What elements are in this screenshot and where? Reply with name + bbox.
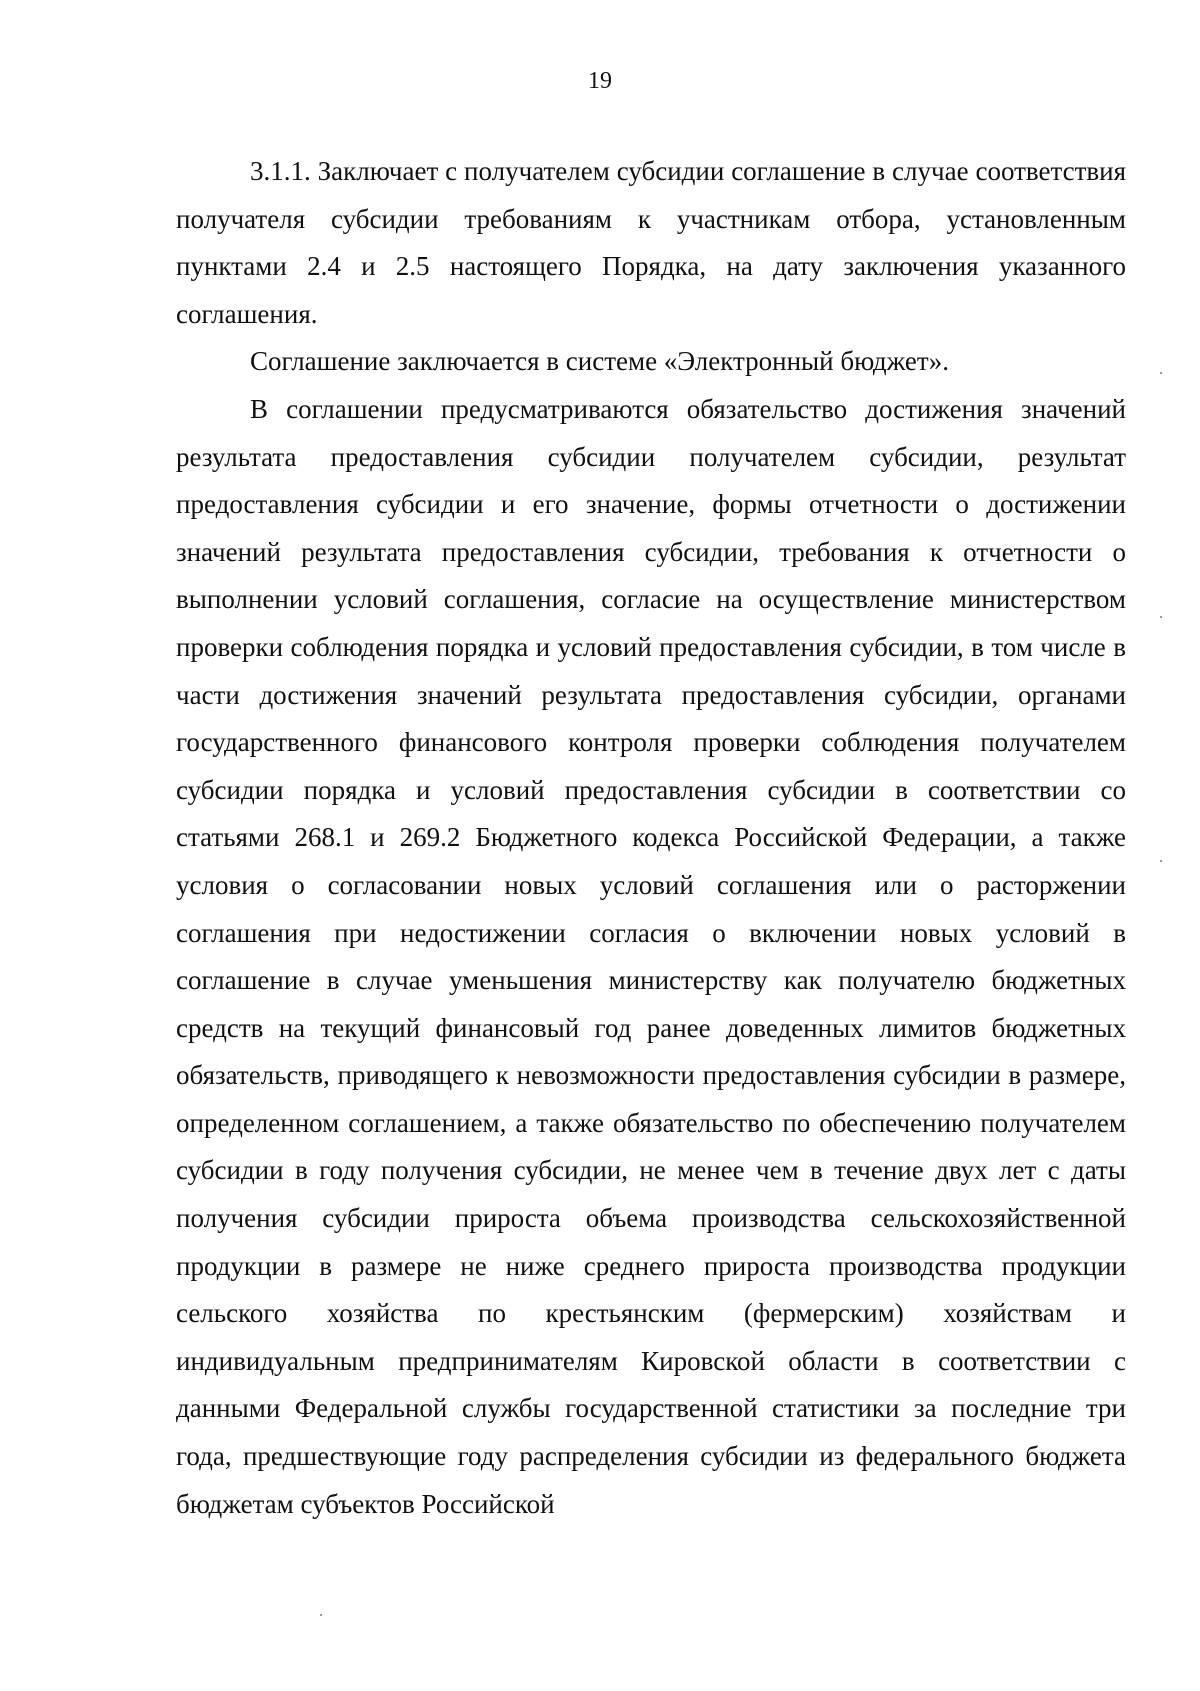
page-number: 19 [588,68,612,94]
paragraph-clause-3-1-1: 3.1.1. Заключает с получателем субсидии соглашение в случае соответствия получателя субсидии требованиям к участникам отбора, установленным пунктами 2.4 и 2.5 настоящего Порядка, на дату заключения указанного соглашения. [176,156,1126,329]
document-body [176,148,1126,1528]
scan-speck [1160,372,1162,374]
paragraph-electronic-budget: Соглашение заключается в системе «Электронный бюджет». [250,346,949,377]
scan-speck [1160,860,1162,862]
scan-speck [1160,616,1162,618]
paragraph-agreement-terms: В соглашении предусматриваются обязательство достижения значений результата предоставления субсидии получателем субсидии, результат предоставления субсидии и его значение, формы отчетности о достижении значений результата предоставления субсидии, требования к отчетности о выполнении условий соглашения, согласие на осуществление министерством проверки соблюдения порядка и условий предоставления субсидии, в том числе в части достижения значений результата предоставления субсидии, органами государственного финансового контроля проверки соблюдения получателем субсидии порядка и условий предоставления субсидии в соответствии со статьями 268.1 и 269.2 Бюджетного кодекса Российской Федерации, а также условия о согласовании новых условий соглашения или о расторжении соглашения при недостижении согласия о включении новых условий в соглашение в случае уменьшения министерству как получателю бюджетных средств на текущий финансовый год ранее доведенных лимитов бюджетных обязательств, приводящего к невозможности предоставления субсидии в размере, определенном соглашением, а также обязательство по обеспечению получателем субсидии в году получения субсидии, не менее чем в течение двух лет с даты получения субсидии прироста объема производства сельскохозяйственной продукции в размере не ниже среднего прироста производства продукции сельского хозяйства по крестьянским (фермерским) хозяйствам и индивидуальным предпринимателям Кировской области в соответствии с данными Федеральной службы государственной статистики за последние три года, предшествующие году распределения субсидии из федерального бюджета бюджетам субъектов Российской [176,393,1126,1519]
scan-speck [320,1614,322,1616]
